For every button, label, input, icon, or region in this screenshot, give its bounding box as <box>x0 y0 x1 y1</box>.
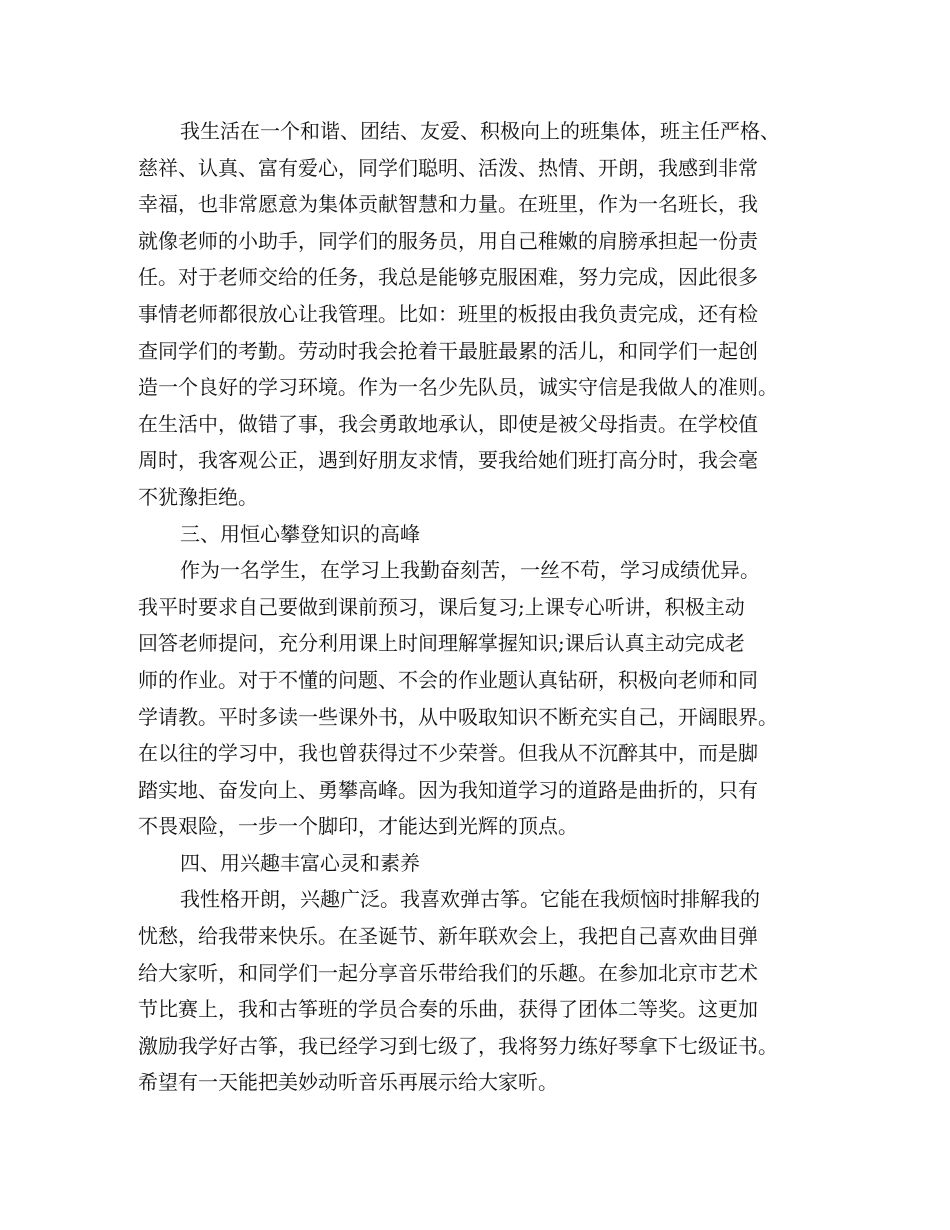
text-line: 学请教。平时多读一些课外书，从中吸取知识不断充实自己，开阔眼界。 <box>138 704 778 729</box>
text-line: 踏实地、奋发向上、勇攀高峰。因为我知道学习的道路是曲折的，只有 <box>138 777 758 802</box>
text-line: 我性格开朗，兴趣广泛。我喜欢弹古筝。它能在我烦恼时排解我的 <box>180 887 760 912</box>
text-line: 节比赛上，我和古筝班的学员合奏的乐曲，获得了团体二等奖。这更加 <box>138 997 758 1022</box>
text-line: 三、用恒心攀登知识的高峰 <box>180 521 420 546</box>
text-line: 激励我学好古筝，我已经学习到七级了，我将努力练好琴拿下七级证书。 <box>138 1033 778 1058</box>
text-line: 在以往的学习中，我也曾获得过不少荣誉。但我从不沉醉其中，而是脚 <box>138 741 758 766</box>
text-line: 我生活在一个和谐、团结、友爱、积极向上的班集体，班主任严格、 <box>180 119 780 143</box>
text-line: 查同学们的考勤。劳动时我会抢着干最脏最累的活儿，和同学们一起创 <box>138 338 758 363</box>
text-line: 慈祥、认真、富有爱心，同学们聪明、活泼、热情、开朗，我感到非常 <box>138 155 758 180</box>
text-line: 不犹豫拒绝。 <box>138 484 258 509</box>
text-line: 造一个良好的学习环境。作为一名少先队员，诚实守信是我做人的准则。 <box>138 375 778 400</box>
text-line: 四、用兴趣丰富心灵和素养 <box>180 850 420 875</box>
text-line: 不畏艰险，一步一个脚印，才能达到光辉的顶点。 <box>138 814 578 839</box>
text-line: 幸福，也非常愿意为集体贡献智慧和力量。在班里，作为一名班长，我 <box>138 192 758 217</box>
text-line: 周时，我客观公正，遇到好朋友求情，要我给她们班打高分时，我会毫 <box>138 448 758 473</box>
document-body <box>138 113 818 1101</box>
text-line: 忧愁，给我带来快乐。在圣诞节、新年联欢会上，我把自己喜欢曲目弹 <box>138 924 758 949</box>
text-line: 事情老师都很放心让我管理。比如：班里的板报由我负责完成，还有检 <box>138 301 758 326</box>
text-line: 希望有一天能把美妙动听音乐再展示给大家听。 <box>138 1070 558 1095</box>
text-line: 作为一名学生，在学习上我勤奋刻苦，一丝不苟，学习成绩优异。 <box>180 558 760 583</box>
text-line: 任。对于老师交给的任务，我总是能够克服困难，努力完成，因此很多 <box>138 265 758 290</box>
text-line: 回答老师提问，充分利用课上时间理解掌握知识;课后认真主动完成老 <box>138 631 745 656</box>
text-line: 给大家听，和同学们一起分享音乐带给我们的乐趣。在参加北京市艺术 <box>138 960 758 985</box>
text-line: 我平时要求自己要做到课前预习，课后复习;上课专心听讲，积极主动 <box>138 594 745 619</box>
text-line: 师的作业。对于不懂的问题、不会的作业题认真钻研，积极向老师和同 <box>138 667 758 692</box>
text-line: 在生活中，做错了事，我会勇敢地承认，即使是被父母指责。在学校值 <box>138 411 758 436</box>
text-line: 就像老师的小助手，同学们的服务员，用自己稚嫩的肩膀承担起一份责 <box>138 228 758 253</box>
